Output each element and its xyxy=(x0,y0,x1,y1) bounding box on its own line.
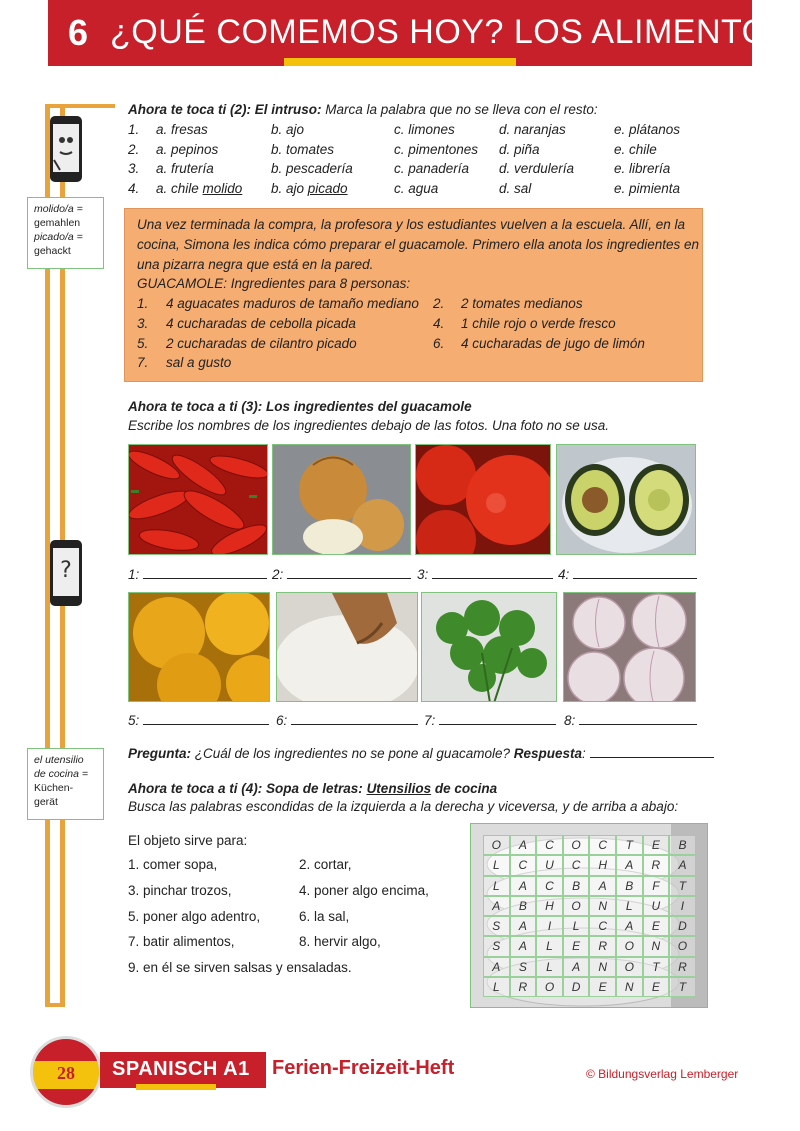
grid-row xyxy=(483,957,696,977)
task4-intro: El objeto sirve para: xyxy=(128,833,248,848)
phone-thinking-icon xyxy=(50,116,82,182)
story-line: una pizarra negra que está en la pared. xyxy=(137,257,374,272)
grid-cell[interactable]: O xyxy=(616,936,643,956)
clue-item: 9. en él se sirven salsas y ensaladas. xyxy=(128,960,352,975)
ingredient: 4 cucharadas de cebolla picada xyxy=(166,316,356,331)
question-mark-icon: ? xyxy=(60,558,72,583)
ingredient: 2 tomates medianos xyxy=(461,296,583,311)
grid-cell[interactable]: A xyxy=(616,916,643,936)
grid-cell[interactable]: C xyxy=(510,855,537,875)
grid-cell[interactable]: A xyxy=(483,896,510,916)
gloss-molido-picado xyxy=(27,197,104,269)
ingredient: 1 chile rojo o verde fresco xyxy=(461,316,616,331)
ingredient: 4 cucharadas de jugo de limón xyxy=(461,336,645,351)
grid-cell[interactable]: C xyxy=(589,916,616,936)
grid-cell[interactable]: T xyxy=(669,977,696,997)
word-search-grid xyxy=(470,823,708,1008)
grid-cell[interactable]: R xyxy=(589,936,616,956)
chapter-title: ¿QUÉ COMEMOS HOY? LOS ALIMENTOS xyxy=(110,13,792,51)
grid-cell[interactable]: L xyxy=(536,957,563,977)
grid-cell[interactable]: L xyxy=(483,876,510,896)
grid-cell[interactable]: E xyxy=(643,977,670,997)
answer-blank-1[interactable]: 1: xyxy=(128,567,267,582)
gloss-term: molido/a = xyxy=(34,203,83,215)
task4-instruction: Busca las palabras escondidas de la izquierda a la derecha y viceversa, y de arriba a abajo: xyxy=(128,799,679,814)
grid-cell[interactable]: B xyxy=(563,876,590,896)
clue-item: 2. cortar, xyxy=(299,857,352,872)
grid-cell[interactable]: E xyxy=(563,936,590,956)
photo-tomatoes xyxy=(415,444,551,555)
grid-cell[interactable]: D xyxy=(669,916,696,936)
grid-cell[interactable]: C xyxy=(563,855,590,875)
grid-cell[interactable]: S xyxy=(483,936,510,956)
recipe-title: GUACAMOLE: Ingredientes para 8 personas: xyxy=(137,276,411,291)
grid-cell[interactable]: A xyxy=(589,876,616,896)
grid-cell[interactable]: O xyxy=(563,896,590,916)
grid-cell[interactable]: A xyxy=(510,835,537,855)
grid-cell[interactable]: A xyxy=(563,957,590,977)
clue-item: 7. batir alimentos, xyxy=(128,934,235,949)
grid-row xyxy=(483,896,696,916)
grid-cell[interactable]: L xyxy=(616,896,643,916)
grid-cell[interactable]: U xyxy=(643,896,670,916)
grid-cell[interactable]: T xyxy=(643,957,670,977)
gloss-translation: gerät xyxy=(34,796,58,808)
rail-bottom-tick xyxy=(45,1003,65,1007)
answer-blank-2[interactable]: 2: xyxy=(272,567,411,582)
answer-blank-3[interactable]: 3: xyxy=(417,567,553,582)
task3-heading: Ahora te toca a ti (3): Los ingredientes del guacamole xyxy=(128,399,472,414)
gloss-translation: Küchen- xyxy=(34,782,74,794)
grid-row xyxy=(483,936,696,956)
grid-cell[interactable]: A xyxy=(510,916,537,936)
grid-cell[interactable]: O xyxy=(563,835,590,855)
gloss-translation: gemahlen xyxy=(34,217,81,229)
grid-cell[interactable]: L xyxy=(483,855,510,875)
grid-cell[interactable]: H xyxy=(589,855,616,875)
gloss-term: de cocina = xyxy=(34,768,88,780)
page-number-badge xyxy=(30,1036,102,1108)
grid-cell[interactable]: R xyxy=(510,977,537,997)
answer-field[interactable] xyxy=(590,746,714,758)
ingredient: sal a gusto xyxy=(166,355,232,370)
grid-cell[interactable]: F xyxy=(643,876,670,896)
grid-cell[interactable]: T xyxy=(669,876,696,896)
grid-cell[interactable]: B xyxy=(616,876,643,896)
brand-bar xyxy=(100,1052,266,1088)
clue-item: 4. poner algo encima, xyxy=(299,883,429,898)
phone-question-icon xyxy=(50,540,82,606)
rail-top-tick xyxy=(45,104,115,108)
grid-row xyxy=(483,977,696,997)
grid-cell[interactable]: H xyxy=(536,896,563,916)
grid-row xyxy=(483,876,696,896)
answer-blank-5[interactable]: 5: xyxy=(128,713,269,728)
brand-subtitle: Ferien-Freizeit-Heft xyxy=(272,1057,455,1079)
photo-onions xyxy=(272,444,411,555)
grid-cell[interactable]: N xyxy=(616,977,643,997)
grid-cell[interactable]: D xyxy=(563,977,590,997)
story-box: Una vez terminada la compra, la profesora y los estudiantes vuelven a la escuela. Allí, en la cocina, Simona les indica cómo preparar el guacamole. Primero ella anota los ingredientes en una pizarra negra que está en la pared. GUACAMOLE: Ingredientes para 8 personas: 1. 4 aguacates maduros de tamaño mediano 2. 2 tomates medianos 3. 4 cucharadas de cebolla picada 4. 1 chile rojo o verde fresco 5. 2 cucharadas de cilantro picado 6. 4 cucharadas de jugo de limón 7. sal a gusto xyxy=(124,208,703,382)
grid-cell[interactable]: C xyxy=(589,835,616,855)
grid-cell[interactable]: L xyxy=(563,916,590,936)
grid-cell[interactable]: L xyxy=(536,936,563,956)
gloss-term: el utensilio xyxy=(34,754,84,766)
grid-cell[interactable]: N xyxy=(589,957,616,977)
grid-cell[interactable]: B xyxy=(669,835,696,855)
clue-item: 3. pinchar trozos, xyxy=(128,883,232,898)
photo-avocados xyxy=(556,444,696,555)
ingredient: 2 cucharadas de cilantro picado xyxy=(166,336,357,351)
grid-cell[interactable]: E xyxy=(643,916,670,936)
gloss-term: picado/a = xyxy=(34,231,83,243)
header-accent-bar xyxy=(284,58,516,66)
grid-cell[interactable]: U xyxy=(536,855,563,875)
task3-instruction: Escribe los nombres de los ingredientes debajo de las fotos. Una foto no se usa. xyxy=(128,418,610,433)
grid-cell[interactable]: N xyxy=(643,936,670,956)
grid-row xyxy=(483,855,696,875)
page-number: 28 xyxy=(57,1063,75,1083)
grid-cell[interactable]: S xyxy=(483,916,510,936)
grid-cell[interactable]: O xyxy=(669,936,696,956)
answer-blank-6[interactable]: 6: xyxy=(276,713,418,728)
grid-cell[interactable]: A xyxy=(483,957,510,977)
grid-cell[interactable]: C xyxy=(536,835,563,855)
grid-cell[interactable]: O xyxy=(483,835,510,855)
photo-cilantro xyxy=(421,592,557,702)
answer-blank-7[interactable]: 7: xyxy=(424,713,556,728)
grid-row xyxy=(483,916,696,936)
grid-cell[interactable]: S xyxy=(510,957,537,977)
clue-item: 5. poner algo adentro, xyxy=(128,909,261,924)
photo-chili-peppers xyxy=(128,444,268,555)
photo-lemons xyxy=(128,592,270,702)
grid-cell[interactable]: O xyxy=(616,957,643,977)
task4-heading: Ahora te toca a ti (4): Sopa de letras: Utensilios de cocina xyxy=(128,781,498,796)
grid-cell[interactable]: A xyxy=(669,855,696,875)
grid-cell[interactable]: T xyxy=(616,835,643,855)
grid-cell[interactable]: A xyxy=(616,855,643,875)
grid-cell[interactable]: I xyxy=(536,916,563,936)
photo-garlic xyxy=(563,592,696,702)
grid-cell[interactable]: A xyxy=(510,876,537,896)
grid-cell[interactable]: R xyxy=(669,957,696,977)
clue-item: 6. la sal, xyxy=(299,909,350,924)
grid-cell[interactable]: B xyxy=(510,896,537,916)
grid-row xyxy=(483,835,696,855)
clue-item: 1. comer sopa, xyxy=(128,857,218,872)
gloss-utensilio xyxy=(27,748,104,820)
photo-salt xyxy=(276,592,418,702)
answer-blank-8[interactable]: 8: xyxy=(564,713,697,728)
grid-cell[interactable]: R xyxy=(643,855,670,875)
clue-item: 8. hervir algo, xyxy=(299,934,381,949)
grid-cell[interactable]: C xyxy=(536,876,563,896)
grid-cell[interactable]: E xyxy=(589,977,616,997)
grid-cell[interactable]: L xyxy=(483,977,510,997)
story-line: Una vez terminada la compra, la profesora y los estudiantes vuelven a la escuela. Allí, en la xyxy=(137,217,686,232)
brand-title: SPANISCH A1 xyxy=(112,1058,250,1080)
question-line: Pregunta: ¿Cuál de los ingredientes no se pone al guacamole? Respuesta: xyxy=(128,746,714,761)
grid-cell[interactable]: N xyxy=(589,896,616,916)
grid-cell[interactable]: I xyxy=(669,896,696,916)
answer-blank-4[interactable]: 4: xyxy=(558,567,697,582)
chapter-number: 6 xyxy=(68,12,89,53)
grid-cell[interactable]: E xyxy=(643,835,670,855)
gloss-translation: gehackt xyxy=(34,245,71,257)
grid-letters xyxy=(483,835,696,997)
task2-heading: Ahora te toca ti (2): El intruso: Marca la palabra que no se lleva con el resto: xyxy=(128,102,598,117)
grid-cell[interactable]: A xyxy=(510,936,537,956)
grid-cell[interactable]: O xyxy=(536,977,563,997)
story-line: cocina, Simona les indica cómo preparar el guacamole. Primero ella anota los ingredientes en xyxy=(137,237,700,252)
ingredient: 4 aguacates maduros de tamaño mediano xyxy=(166,296,419,311)
copyright: © Bildungsverlag Lemberger xyxy=(586,1067,739,1081)
chapter-header xyxy=(48,0,792,66)
